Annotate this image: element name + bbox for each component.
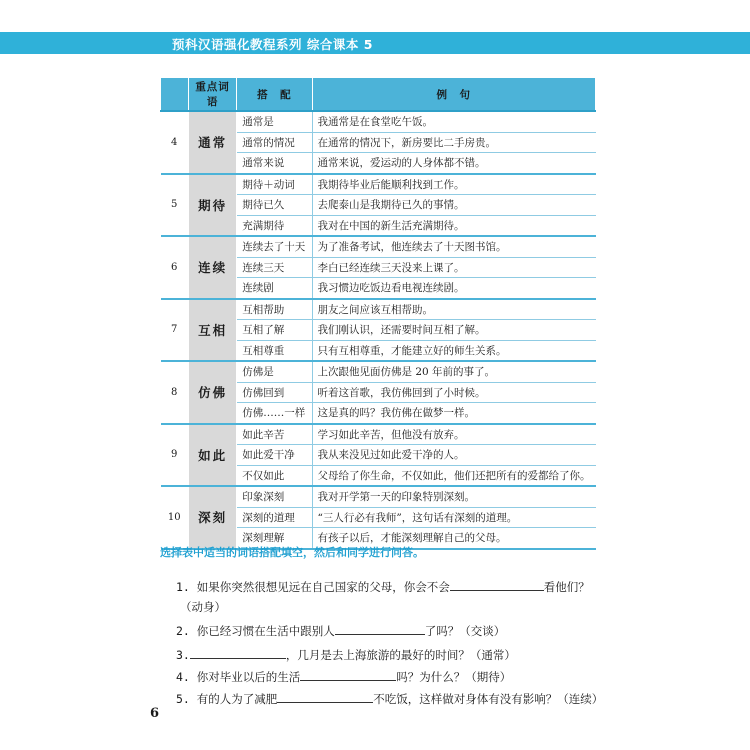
- example-sentence: 听着这首歌，我仿佛回到了小时候。: [312, 382, 596, 403]
- exercise-5-text-a: 5. 有的人为了减肥: [176, 692, 278, 706]
- exercise-5-blank[interactable]: [277, 690, 373, 703]
- exercise-1-text-b: 看他们？: [543, 580, 590, 594]
- page-number: 6: [150, 706, 160, 721]
- example-sentence: 有孩子以后，才能深刻理解自己的父母。: [312, 528, 596, 549]
- example-sentence: “三人行必有我师”，这句话有深刻的道理。: [312, 507, 596, 528]
- exercise-5: [176, 690, 603, 707]
- exercise-2: [176, 622, 505, 639]
- table-row: [161, 486, 596, 507]
- exercise-1-hint: （动身）: [180, 600, 226, 614]
- entry-number: 9: [161, 424, 189, 487]
- example-sentence: 我通常是在食堂吃午饭。: [312, 111, 596, 132]
- header-key-word: 重点词语: [188, 78, 236, 112]
- exercise-2-text-a: 2. 你已经习惯在生活中跟别人: [176, 624, 335, 638]
- key-word: 如此: [188, 424, 236, 487]
- example-sentence: 父母给了你生命，不仅如此，他们还把所有的爱都给了你。: [312, 465, 596, 486]
- collocation: 通常是: [237, 111, 312, 132]
- example-sentence: 学习如此辛苦，但他没有放弃。: [312, 424, 596, 445]
- entry-number: 8: [161, 361, 189, 424]
- exercise-3-text-a: 3.: [176, 648, 190, 662]
- exercise-4-text-b: 吗？为什么？（期待）: [396, 670, 512, 684]
- example-sentence: 在通常的情况下，新房要比二手房贵。: [312, 132, 596, 153]
- collocation: 互相帮助: [237, 299, 312, 320]
- entry-number: 10: [161, 486, 189, 549]
- collocation: 互相尊重: [237, 340, 312, 361]
- exercise-3: [176, 646, 516, 663]
- example-sentence: 通常来说，爱运动的人身体都不错。: [312, 153, 596, 174]
- key-word: 连续: [188, 236, 236, 299]
- collocation: 如此爱干净: [237, 445, 312, 466]
- example-sentence: 李白已经连续三天没来上课了。: [312, 257, 596, 278]
- example-sentence: 我从来没见过如此爱干净的人。: [312, 445, 596, 466]
- collocation: 连续去了十天: [237, 236, 312, 257]
- collocation: 通常来说: [237, 153, 312, 174]
- collocation: 印象深刻: [237, 486, 312, 507]
- table-row: [161, 236, 596, 257]
- collocation: 通常的情况: [237, 132, 312, 153]
- header-example: 例 句: [312, 78, 596, 112]
- collocation: 连续三天: [237, 257, 312, 278]
- entry-number: 7: [161, 299, 189, 362]
- table-header-row: [161, 78, 596, 112]
- exercise-4: [176, 668, 511, 685]
- key-word: 期待: [188, 174, 236, 237]
- example-sentence: 只有互相尊重，才能建立好的师生关系。: [312, 340, 596, 361]
- exercise-4-text-a: 4. 你对毕业以后的生活: [176, 670, 301, 684]
- key-word: 互相: [188, 299, 236, 362]
- exercise-5-text-b: 不吃饭，这样做对身体有没有影响？（连续）: [373, 692, 604, 706]
- entry-number: 4: [161, 111, 189, 174]
- exercise-4-blank[interactable]: [300, 668, 396, 681]
- collocation: 仿佛……一样: [237, 403, 312, 424]
- collocation: 仿佛回到: [237, 382, 312, 403]
- exercise-2-blank[interactable]: [335, 622, 425, 635]
- collocation: 充满期待: [237, 215, 312, 236]
- key-word: 通常: [188, 111, 236, 174]
- entry-number: 6: [161, 236, 189, 299]
- collocation: 深刻的道理: [237, 507, 312, 528]
- table-row: [161, 174, 596, 195]
- collocation: 互相了解: [237, 320, 312, 341]
- example-sentence: 我习惯边吃饭边看电视连续剧。: [312, 278, 596, 299]
- exercise-1: [176, 578, 590, 595]
- exercise-3-blank[interactable]: [190, 646, 286, 659]
- exercise-1-blank[interactable]: [450, 578, 544, 591]
- header-number: [161, 78, 189, 112]
- collocation: 期待＋动词: [237, 174, 312, 195]
- table-row: [161, 111, 596, 132]
- vocabulary-table: [160, 77, 596, 550]
- example-sentence: 这是真的吗？我仿佛在做梦一样。: [312, 403, 596, 424]
- table-row: [161, 424, 596, 445]
- header-bar: [0, 32, 750, 54]
- example-sentence: 我对开学第一天的印象特别深刻。: [312, 486, 596, 507]
- key-word: 深刻: [188, 486, 236, 549]
- key-word: 仿佛: [188, 361, 236, 424]
- table-row: [161, 361, 596, 382]
- collocation: 仿佛是: [237, 361, 312, 382]
- example-sentence: 上次跟他见面仿佛是 20 年前的事了。: [312, 361, 596, 382]
- collocation: 不仅如此: [237, 465, 312, 486]
- example-sentence: 朋友之间应该互相帮助。: [312, 299, 596, 320]
- header-title: 预科汉语强化教程系列 综合课本 5: [172, 37, 373, 52]
- collocation: 如此辛苦: [237, 424, 312, 445]
- exercise-2-text-b: 了吗？（交谈）: [424, 624, 506, 638]
- collocation: 深刻理解: [237, 528, 312, 549]
- example-sentence: 我对在中国的新生活充满期待。: [312, 215, 596, 236]
- instruction-text: 选择表中适当的词语搭配填空，然后和同学进行问答。: [160, 546, 424, 559]
- exercise-3-text-b: ，几月是去上海旅游的最好的时间？（通常）: [285, 648, 516, 662]
- collocation: 连续剧: [237, 278, 312, 299]
- collocation: 期待已久: [237, 195, 312, 216]
- example-sentence: 去爬泰山是我期待已久的事情。: [312, 195, 596, 216]
- exercise-1-text-a: 1. 如果你突然很想见远在自己国家的父母，你会不会: [176, 580, 450, 594]
- entry-number: 5: [161, 174, 189, 237]
- header-collocation: 搭 配: [237, 78, 312, 112]
- example-sentence: 我们刚认识，还需要时间互相了解。: [312, 320, 596, 341]
- example-sentence: 我期待毕业后能顺利找到工作。: [312, 174, 596, 195]
- exercise-1-hint-line: [180, 599, 226, 615]
- table-body: [161, 111, 596, 549]
- table-row: [161, 299, 596, 320]
- example-sentence: 为了准备考试，他连续去了十天图书馆。: [312, 236, 596, 257]
